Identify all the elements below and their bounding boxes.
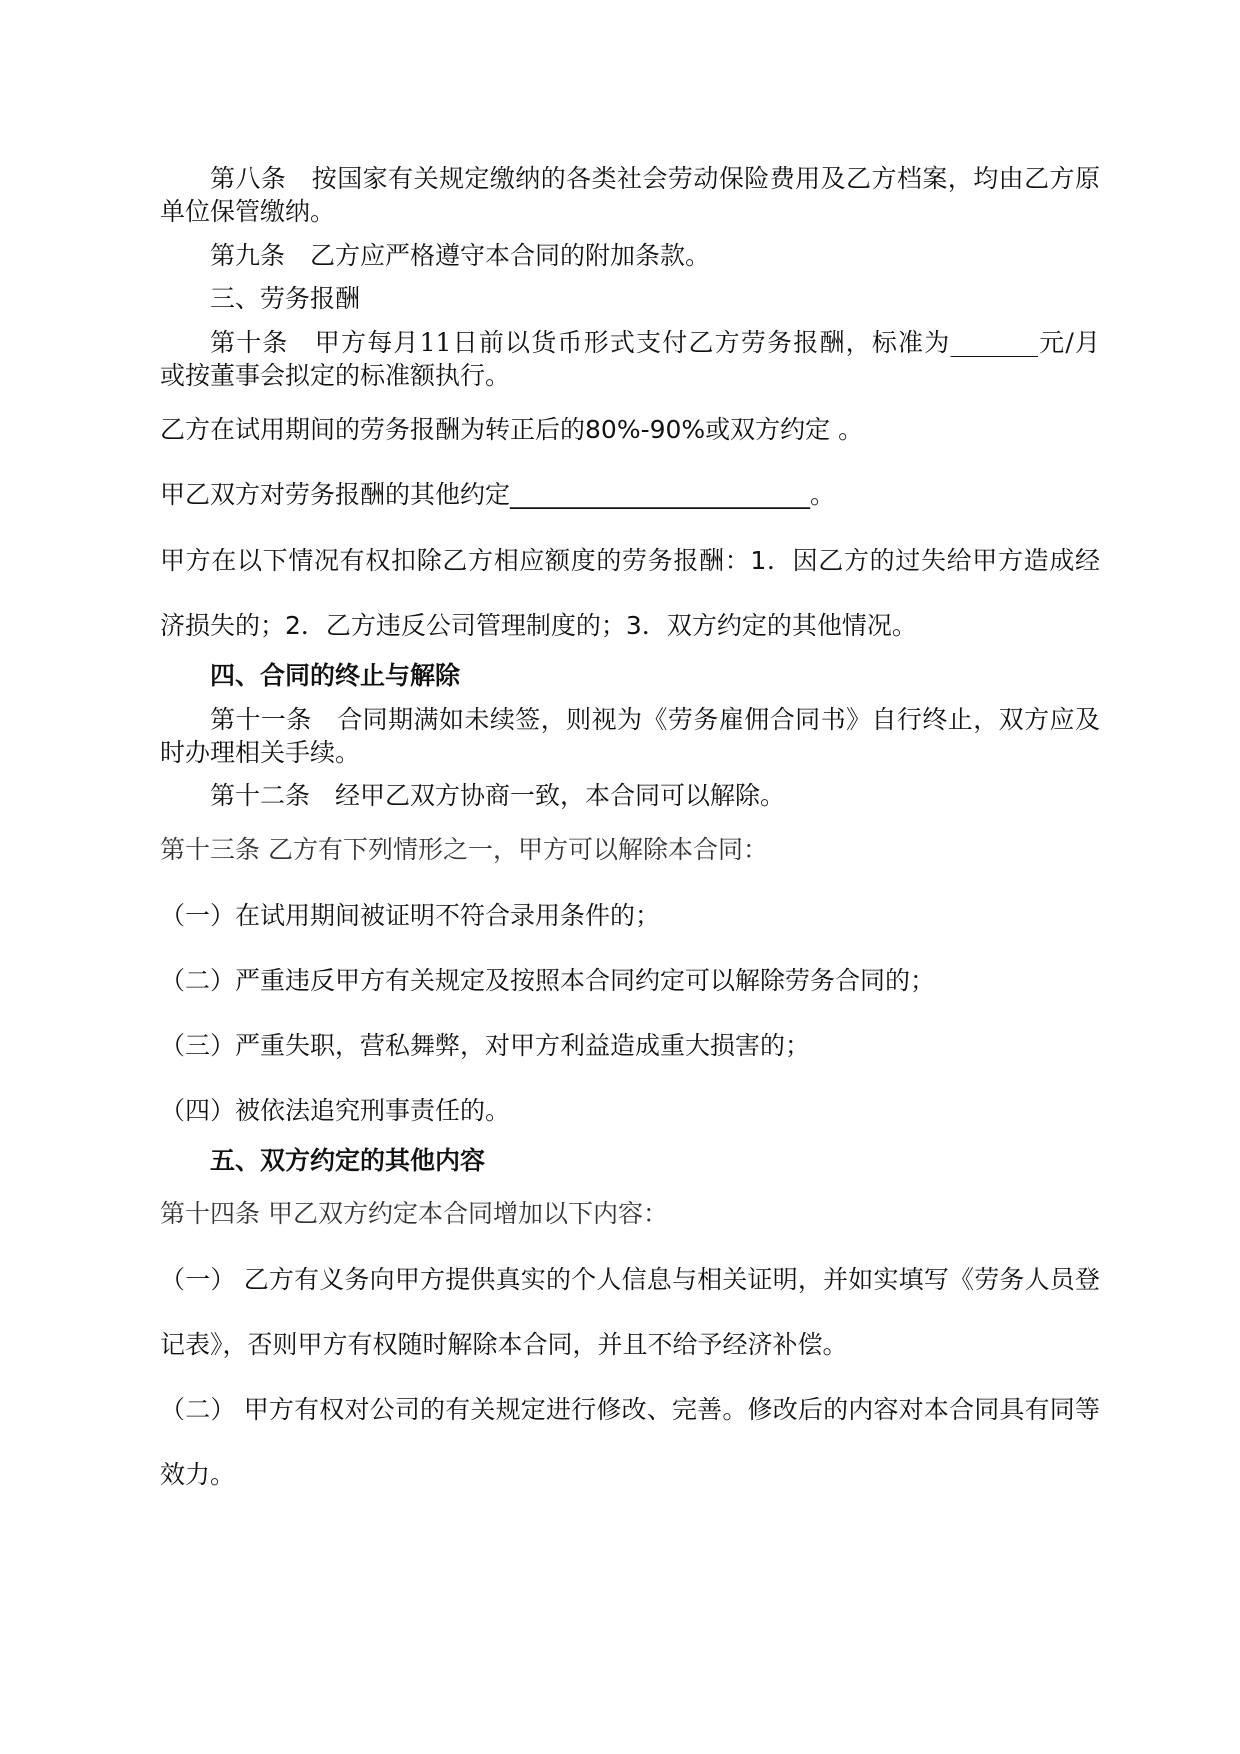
article-14-item-1-line-2: 记表》，否则甲方有权随时解除本合同，并且不给予经济补偿。 [160,1330,848,1359]
other-pay-agreement-text: 甲乙双方对劳务报酬的其他约定________________________。 [160,480,836,509]
section-4-heading: 四、合同的终止与解除 [210,661,461,690]
article-11-line-2: 时办理相关手续。 [160,738,361,767]
article-10-line-2: 或按董事会拟定的标准额执行。 [160,361,511,390]
probation-pay-text: 乙方在试用期间的劳务报酬为转正后的80%-90%或双方约定 。 [160,415,864,444]
article-9: 第九条 乙方应严格遵守本合同的附加条款。 [210,241,711,270]
article-14-item-2-line-2: 效力。 [160,1460,236,1489]
article-14-item-2-line-1: （二） 甲方有权对公司的有关规定进行修改、完善。修改后的内容对本合同具有同等 [160,1395,1100,1424]
article-10-line-1: 第十条 甲方每月11日前以货币形式支付乙方劳务报酬，标准为_______元/月 [210,328,1100,357]
article-11-line-1: 第十一条 合同期满如未续签，则视为《劳务雇佣合同书》自行终止，双方应及 [210,705,1100,734]
article-13-item-1: （一）在试用期间被证明不符合录用条件的； [160,901,661,930]
deduction-text-line-2: 济损失的；2．乙方违反公司管理制度的；3．双方约定的其他情况。 [160,611,917,640]
deduction-text-line-1: 甲方在以下情况有权扣除乙方相应额度的劳务报酬：1．因乙方的过失给甲方造成经 [160,546,1100,575]
article-14-heading: 第十四条 甲乙双方约定本合同增加以下内容： [160,1199,668,1228]
article-8-line-1: 第八条 按国家有关规定缴纳的各类社会劳动保险费用及乙方档案，均由乙方原 [210,164,1100,193]
article-14-item-1-line-1: （一） 乙方有义务向甲方提供真实的个人信息与相关证明，并如实填写《劳务人员登 [160,1265,1100,1294]
article-13-heading: 第十三条 乙方有下列情形之一，甲方可以解除本合同： [160,835,768,864]
article-8-line-2: 单位保管缴纳。 [160,197,336,226]
section-3-heading: 三、劳务报酬 [210,284,361,313]
article-13-item-3: （三）严重失职，营私舞弊，对甲方利益造成重大损害的； [160,1031,811,1060]
article-13-item-4: （四）被依法追究刑事责任的。 [160,1096,511,1125]
article-12: 第十二条 经甲乙双方协商一致，本合同可以解除。 [210,781,786,810]
section-5-heading: 五、双方约定的其他内容 [210,1146,486,1175]
article-13-item-2: （二）严重违反甲方有关规定及按照本合同约定可以解除劳务合同的； [160,966,936,995]
